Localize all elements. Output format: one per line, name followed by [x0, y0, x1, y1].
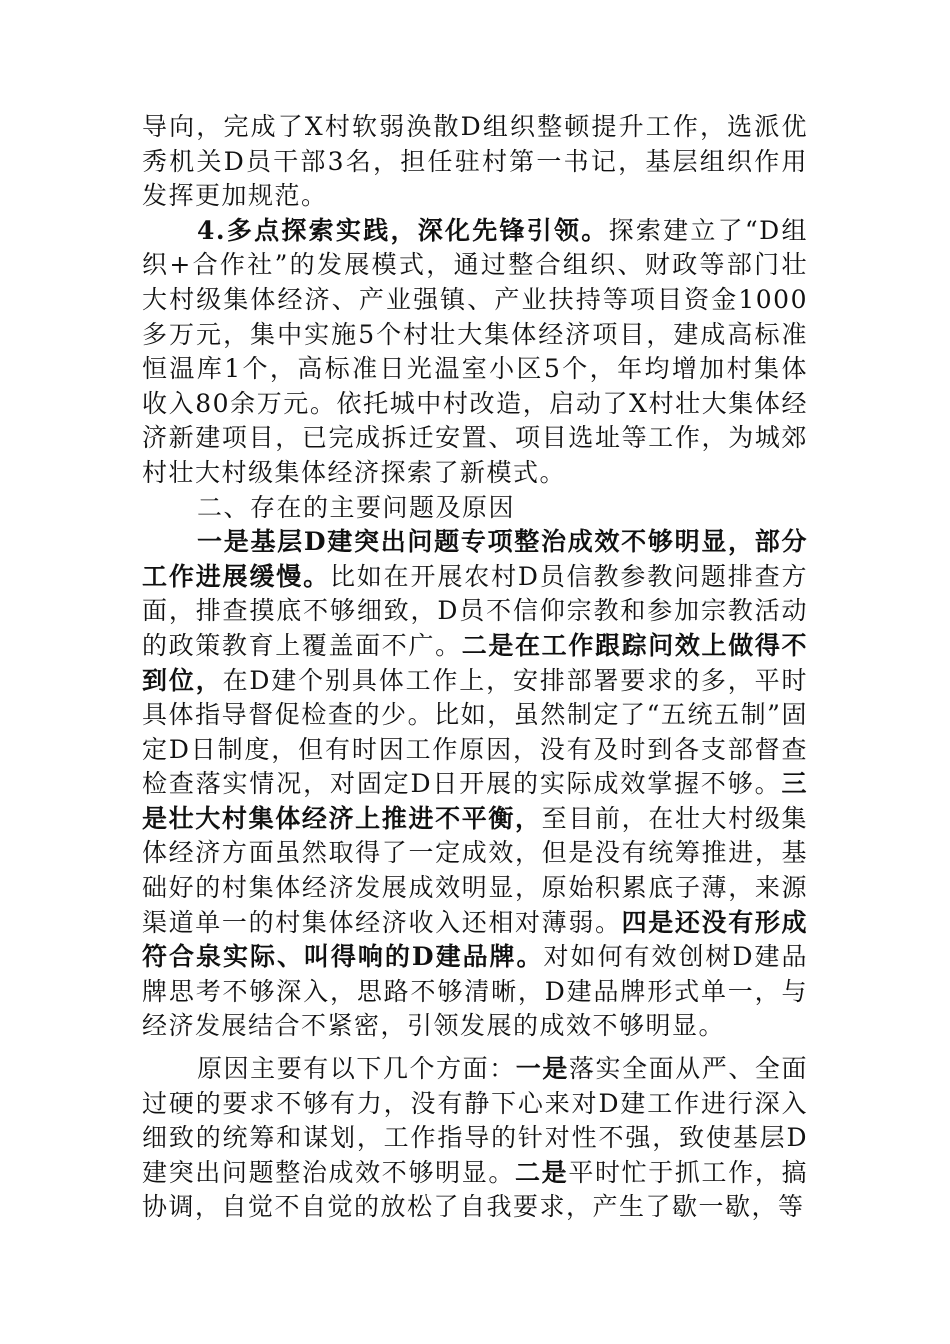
problem-3-text: 至目前，在壮大村级集体经济方面虽然取得了一定成效，但是没有统筹推进，基础好的村集体经济发展成效明显，原始积累底子薄，来源渠道单一的村集体经济收入还相对薄弱。: [142, 803, 808, 937]
problem-4-heading: 四是还没有形成符合泉实际、叫得响的D建品牌。: [142, 907, 808, 972]
document-page: [142, 110, 808, 1225]
reason-1-heading: 一是: [515, 1054, 569, 1084]
paragraph-pioneer-leadership: [142, 214, 808, 491]
paragraph-main-problems: [142, 525, 808, 1044]
problem-1-heading: 一是基层D建突出问题专项整治成效不够明显，部分工作进展缓慢。: [142, 527, 808, 591]
section-heading-4: 4.多点探索实践，深化先锋引领。: [197, 215, 609, 245]
paragraph-org-rectification: [142, 110, 808, 214]
reason-2-heading: 二是: [515, 1157, 569, 1187]
heading-text: 二、存在的主要问题及原因: [197, 492, 516, 522]
problem-4-text: 对如何有效创树D建品牌思考不够深入，思路不够清晰，D建品牌形式单一，与经济发展结合不紧密，引领发展的成效不够明显。: [142, 942, 809, 1041]
section-heading-2: [142, 491, 808, 526]
reason-1-text: 落实全面从严、全面过硬的要求不够有力，没有静下心来对D建工作进行深入细致的统筹和谋划，工作指导的针对性不强，致使基层D建突出问题整治成效不够明显。: [142, 1054, 808, 1187]
paragraph-text: 探索建立了“D组织+合作社”的发展模式，通过整合组织、财政等部门壮大村级集体经济、产业强镇、产业扶持等项目资金1000多万元，集中实施5个村壮大集体经济项目，建成高标准恒温库1个，高标准日光温室小区5个，年均增加村集体收入80余万元。依托城中村改造，启动了X村壮大集体经济新建项目，已完成拆迁安置、项目选址等工作，为城郊村壮大村级集体经济探索了新模式。: [142, 215, 808, 487]
reason-2-text: 平时忙于抓工作，搞协调，自觉不自觉的放松了自我要求，产生了歇一歇，等: [142, 1157, 808, 1222]
problem-2-text: 在D建个别具体工作上，安排部署要求的多，平时具体指导督促检查的少。比如，虽然制定了“五统五制”固定D日制度，但有时因工作原因，没有及时到各支部督查检查落实情况，对固定D日开展的实际成效掌握不够。: [142, 665, 808, 799]
problem-2-heading: 二是在工作跟踪问效上做得不到位，: [142, 630, 808, 695]
problem-3-heading: 三是壮大村集体经济上推进不平衡，: [142, 769, 808, 833]
paragraph-reasons: [142, 1052, 808, 1225]
paragraph-text: 导向，完成了X村软弱涣散D组织整顿提升工作，选派优秀机关D员干部3名，担任驻村第一书记，基层组织作用发挥更加规范。: [142, 112, 808, 211]
reasons-intro: 原因主要有以下几个方面：: [197, 1054, 516, 1084]
problem-1-text: 比如在开展农村D员信教参教问题排查方面，排查摸底不够细致，D员不信仰宗教和参加宗教活动的政策教育上覆盖面不广。: [142, 561, 808, 660]
